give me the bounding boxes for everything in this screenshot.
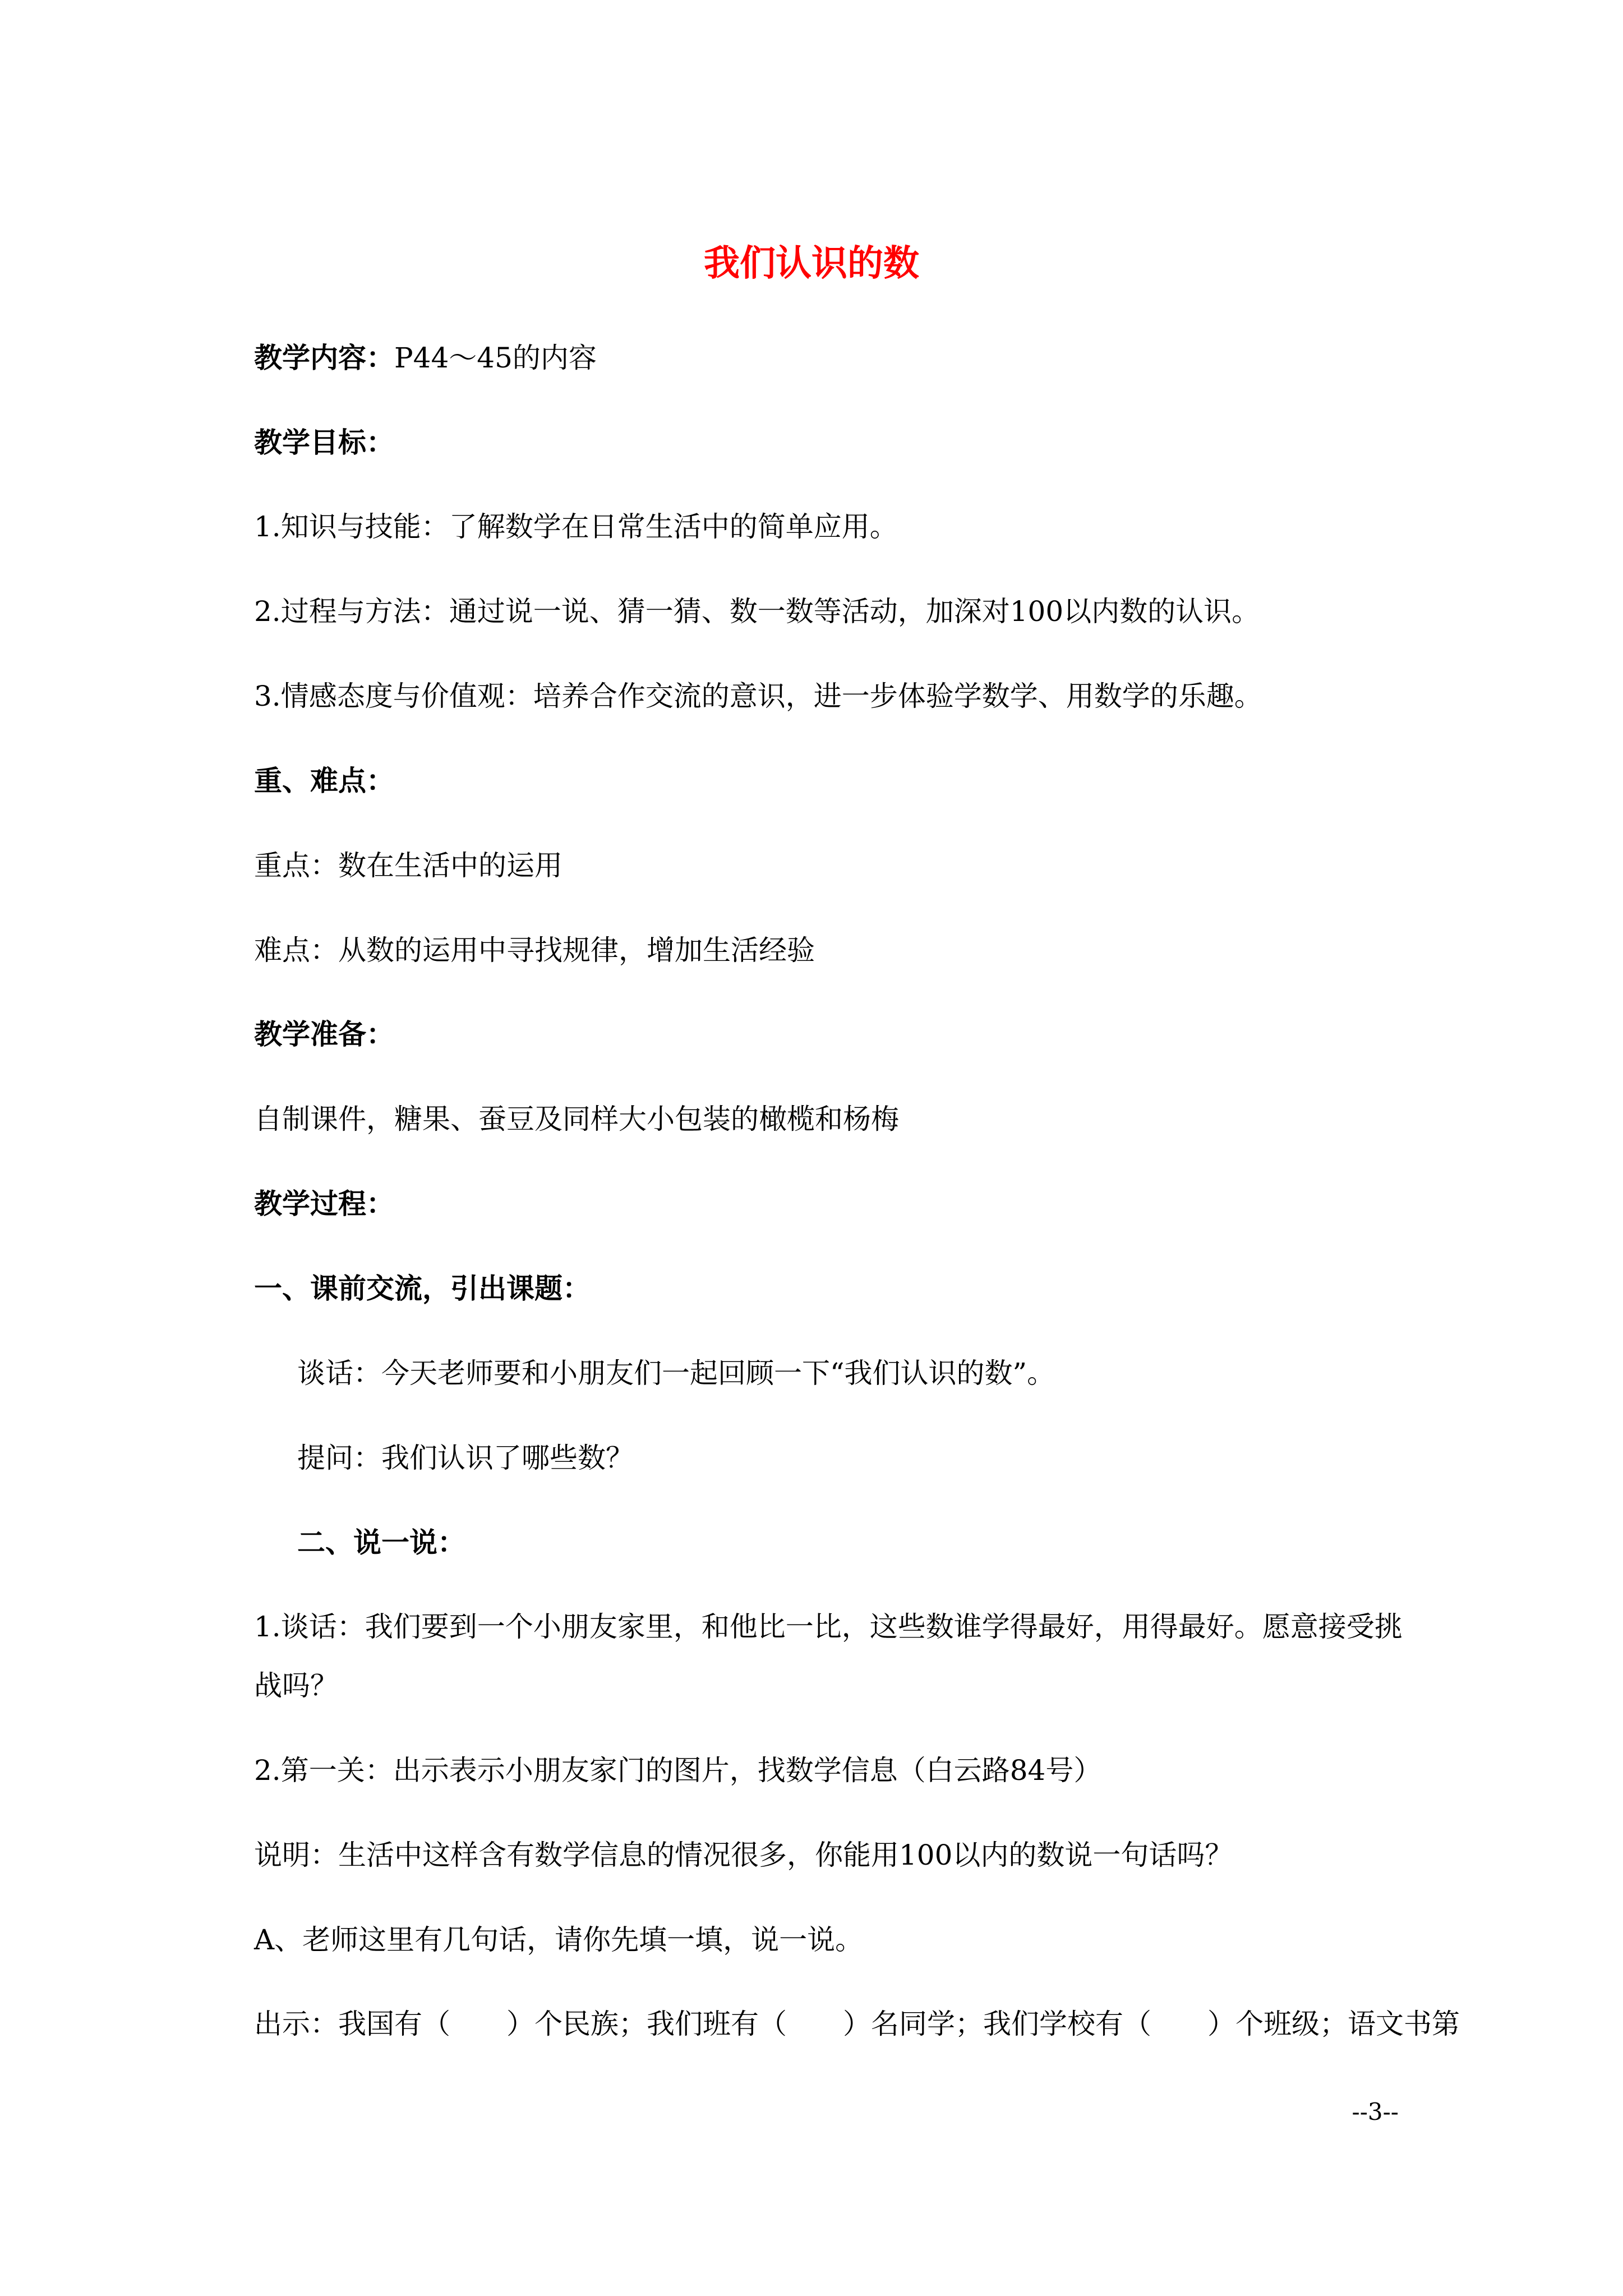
- key-difficult-heading: 重、难点：: [254, 764, 394, 797]
- section-1-heading: 一、课前交流，引出课题：: [254, 1272, 591, 1305]
- difficult-point: 难点：从数的运用中寻找规律，增加生活经验: [254, 934, 815, 967]
- talk-line: 谈话：今天老师要和小朋友们一起回顾一下“我们认识的数”。: [297, 1357, 1055, 1389]
- teaching-content-label: 教学内容：: [254, 341, 394, 374]
- preparation-text: 自制课件，糖果、蚕豆及同样大小包装的橄榄和杨梅: [254, 1103, 899, 1135]
- process-heading: 教学过程：: [254, 1187, 394, 1220]
- goal-3: 3.情感态度与价值观：培养合作交流的意识，进一步体验学数学、用数学的乐趣。: [254, 680, 1262, 712]
- teaching-content-value: P44～45的内容: [394, 342, 597, 374]
- section-2-heading: 二、说一说：: [297, 1526, 465, 1559]
- explain-line: 说明：生活中这样含有数学信息的情况很多，你能用100以内的数说一句话吗？: [254, 1839, 1233, 1871]
- preparation-heading: 教学准备：: [254, 1018, 394, 1051]
- goal-1: 1.知识与技能：了解数学在日常生活中的简单应用。: [254, 510, 898, 543]
- item-a: A、老师这里有几句话，请你先填一填，说一说。: [254, 1924, 864, 1956]
- document-title: 我们认识的数: [704, 242, 919, 284]
- item-1-line-2: 战吗？: [254, 1669, 338, 1702]
- show-line: 出示：我国有（ ）个民族；我们班有（ ）名同学；我们学校有（ ）个班级；语文书第: [254, 2008, 1460, 2040]
- teaching-content-line: [254, 335, 597, 380]
- item-1-line-1: 1.谈话：我们要到一个小朋友家里，和他比一比，这些数谁学得最好，用得最好。愿意接受挑: [254, 1611, 1403, 1643]
- item-2: 2.第一关：出示表示小朋友家门的图片，找数学信息（白云路84号）: [254, 1754, 1102, 1787]
- goals-heading: 教学目标：: [254, 426, 394, 459]
- question-line: 提问：我们认识了哪些数？: [297, 1442, 634, 1474]
- page-number: --3--: [1352, 2098, 1399, 2125]
- key-point: 重点：数在生活中的运用: [254, 849, 562, 882]
- goal-2: 2.过程与方法：通过说一说、猜一猜、数一数等活动，加深对100以内数的认识。: [254, 595, 1260, 628]
